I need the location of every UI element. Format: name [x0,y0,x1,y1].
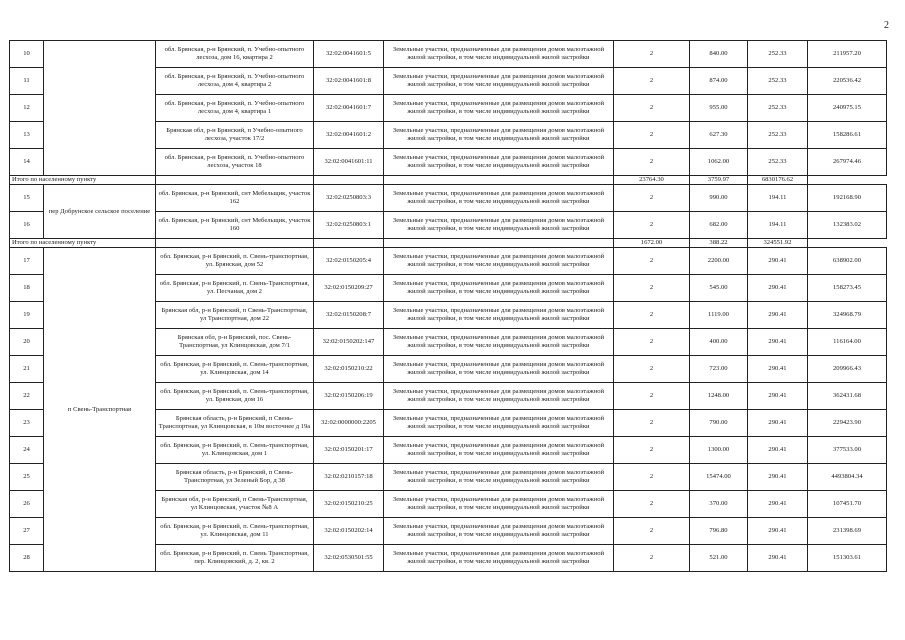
cadastral-number: 32:02:0530501:55 [314,545,384,572]
area-value: 682.00 [690,212,748,239]
group-number: 2 [614,149,690,176]
cadastral-number: 32:02:0150209:27 [314,275,384,302]
cadastral-number: 32:02:0041601:5 [314,41,384,68]
row-number: 15 [10,185,44,212]
subtotal-rate: 3759.97 [690,176,748,185]
address-cell: обл. Брянская, р-н Брянский, п. Учебно-опытного лесхоза, участок 18 [156,149,314,176]
specific-value: 290.41 [748,275,808,302]
cadastral-number: 32:02:0150202:14 [314,518,384,545]
group-number: 2 [614,464,690,491]
address-cell: обл. Брянская, р-н Брянский, п. Свень-транспортная, ул. Брянская, дом 52 [156,248,314,275]
settlement-name: пер Добрунское сельское поселение [44,185,156,239]
specific-value: 252.33 [748,41,808,68]
cadastral-value: 377533.00 [808,437,887,464]
area-value: 1062.00 [690,149,748,176]
table-row [10,248,887,275]
cadastral-value: 4493804.34 [808,464,887,491]
cadastral-value: 116164.00 [808,329,887,356]
cadastral-value: 362431.68 [808,383,887,410]
cadastral-number: 32:02:0250803:1 [314,212,384,239]
group-number: 2 [614,383,690,410]
specific-value: 290.41 [748,329,808,356]
cadastral-number: 32:02:0041601:8 [314,68,384,95]
specific-value: 290.41 [748,302,808,329]
area-value: 545.00 [690,275,748,302]
area-value: 723.00 [690,356,748,383]
cadastral-value: 240975.15 [808,95,887,122]
row-number: 19 [10,302,44,329]
land-use-type: Земельные участки, предназначенные для размещения домов малоэтажной жилой застройки, в том числе индивидуальной жилой застройки [384,212,614,239]
land-use-type: Земельные участки, предназначенные для размещения домов малоэтажной жилой застройки, в том числе индивидуальной жилой застройки [384,329,614,356]
cadastral-value: 209966.43 [808,356,887,383]
row-number: 25 [10,464,44,491]
cadastral-number: 32:02:0150202:147 [314,329,384,356]
specific-value: 194.11 [748,185,808,212]
area-value: 1300.00 [690,437,748,464]
subtotal-rate: 388.22 [690,239,748,248]
area-value: 400.00 [690,329,748,356]
specific-value: 252.33 [748,68,808,95]
group-number: 2 [614,212,690,239]
area-value: 1248.00 [690,383,748,410]
address-cell: обл. Брянская, р-н Брянский, п. Свень-транспортная, ул. Клинцовская, дом 1 [156,437,314,464]
land-use-type: Земельные участки, предназначенные для размещения домов малоэтажной жилой застройки, в том числе индивидуальной жилой застройки [384,302,614,329]
subtotal-cadastral-cell [156,239,314,248]
page-number: 2 [884,20,889,31]
land-use-type: Земельные участки, предназначенные для размещения домов малоэтажной жилой застройки, в том числе индивидуальной жилой застройки [384,437,614,464]
row-number: 12 [10,95,44,122]
address-cell: обл. Брянская, р-н Брянский, снт Мебельщик, участок 160 [156,212,314,239]
cadastral-number: 32:02:0041601:11 [314,149,384,176]
row-number: 28 [10,545,44,572]
cadastral-number: 32:02:0150210:25 [314,491,384,518]
address-cell: обл. Брянская, р-н Брянский, п. Учебно-опытного лесхоза, дом 16, квартира 2 [156,41,314,68]
address-cell: обл. Брянская, р-н Брянский, снт Мебельщик, участок 162 [156,185,314,212]
row-number: 21 [10,356,44,383]
land-use-type: Земельные участки, предназначенные для размещения домов малоэтажной жилой застройки, в том числе индивидуальной жилой застройки [384,545,614,572]
cadastral-value: 107451.70 [808,491,887,518]
row-number: 20 [10,329,44,356]
table-row [10,185,887,212]
subtotal-value: 324551.92 [748,239,808,248]
group-number: 2 [614,437,690,464]
address-cell: Брянская обл, р-н Брянский, п Учебно-опытного лесхоза, участок 17/2 [156,122,314,149]
specific-value: 290.41 [748,545,808,572]
land-use-type: Земельные участки, предназначенные для размещения домов малоэтажной жилой застройки, в том числе индивидуальной жилой застройки [384,122,614,149]
group-number: 2 [614,41,690,68]
area-value: 874.00 [690,68,748,95]
land-use-type: Земельные участки, предназначенные для размещения домов малоэтажной жилой застройки, в том числе индивидуальной жилой застройки [384,383,614,410]
subtotal-label: Итого по населенному пункту [10,239,156,248]
group-number: 2 [614,518,690,545]
area-value: 370.00 [690,491,748,518]
area-value: 2200.00 [690,248,748,275]
specific-value: 290.41 [748,518,808,545]
land-use-type: Земельные участки, предназначенные для размещения домов малоэтажной жилой застройки, в том числе индивидуальной жилой застройки [384,518,614,545]
specific-value: 252.33 [748,122,808,149]
group-number: 2 [614,329,690,356]
address-cell: Брянская обл, р-н Брянский, п Свень-Транспортная, ул Транспортная, дом 22 [156,302,314,329]
area-value: 627.30 [690,122,748,149]
row-number: 18 [10,275,44,302]
group-number: 2 [614,491,690,518]
group-number: 2 [614,302,690,329]
specific-value: 290.41 [748,356,808,383]
subtotal-group-cell [384,176,614,185]
subtotal-area: 23764.30 [614,176,690,185]
row-number: 24 [10,437,44,464]
cadastral-value: 267974.46 [808,149,887,176]
specific-value: 290.41 [748,464,808,491]
row-number: 23 [10,410,44,437]
area-value: 990.00 [690,185,748,212]
address-cell: Брянская область, р-н Брянский, п Свень-Транспортная, ул Зеленый Бор, д 38 [156,464,314,491]
address-cell: обл. Брянская, р-н Брянский, п. Свень-транспортная, ул. Клинцовская, дом 11 [156,518,314,545]
land-use-type: Земельные участки, предназначенные для размещения домов малоэтажной жилой застройки, в том числе индивидуальной жилой застройки [384,68,614,95]
address-cell: обл. Брянская, р-н Брянский, п. Свень-транспортная, ул. Клинцовская, дом 14 [156,356,314,383]
subtotal-row [10,176,887,185]
land-use-type: Земельные участки, предназначенные для размещения домов малоэтажной жилой застройки, в том числе индивидуальной жилой застройки [384,356,614,383]
cadastral-number: 32:02:0210157:18 [314,464,384,491]
cadastral-value: 151303.61 [808,545,887,572]
row-number: 26 [10,491,44,518]
address-cell: Брянская область, р-н Брянский, п Свень-Транспортная, ул Клинцовская, в 10м восточнее д 19а [156,410,314,437]
area-value: 796.80 [690,518,748,545]
subtotal-group-cell [384,239,614,248]
cadastral-value: 132383.02 [808,212,887,239]
land-valuation-table [9,40,887,572]
cadastral-value: 229423.90 [808,410,887,437]
row-number: 10 [10,41,44,68]
land-use-type: Земельные участки, предназначенные для размещения домов малоэтажной жилой застройки, в том числе индивидуальной жилой застройки [384,248,614,275]
settlement-name [44,41,156,176]
address-cell: обл. Брянская, р-н Брянский, п. Свень Транспортная, пер. Клинцовский, д. 2, кв. 2 [156,545,314,572]
table-row [10,41,887,68]
group-number: 2 [614,185,690,212]
cadastral-number: 32:02:0150206:19 [314,383,384,410]
group-number: 2 [614,68,690,95]
specific-value: 290.41 [748,437,808,464]
group-number: 2 [614,410,690,437]
address-cell: обл. Брянская, р-н Брянский, п. Учебно-опытного лесхоза, дом 4, квартира 1 [156,95,314,122]
land-use-type: Земельные участки, предназначенные для размещения домов малоэтажной жилой застройки, в том числе индивидуальной жилой застройки [384,491,614,518]
row-number: 17 [10,248,44,275]
land-use-type: Земельные участки, предназначенные для размещения домов малоэтажной жилой застройки, в том числе индивидуальной жилой застройки [384,464,614,491]
cadastral-value: 220536.42 [808,68,887,95]
row-number: 13 [10,122,44,149]
land-use-type: Земельные участки, предназначенные для размещения домов малоэтажной жилой застройки, в том числе индивидуальной жилой застройки [384,185,614,212]
specific-value: 252.33 [748,95,808,122]
subtotal-type-cell [314,176,384,185]
subtotal-label: Итого по населенному пункту [10,176,156,185]
cadastral-number: 32:02:0150205:4 [314,248,384,275]
land-use-type: Земельные участки, предназначенные для размещения домов малоэтажной жилой застройки, в том числе индивидуальной жилой застройки [384,410,614,437]
row-number: 16 [10,212,44,239]
cadastral-value: 638902.00 [808,248,887,275]
group-number: 2 [614,95,690,122]
area-value: 15474.00 [690,464,748,491]
row-number: 27 [10,518,44,545]
cadastral-value: 211957.20 [808,41,887,68]
cadastral-value: 158286.61 [808,122,887,149]
land-use-type: Земельные участки, предназначенные для размещения домов малоэтажной жилой застройки, в том числе индивидуальной жилой застройки [384,41,614,68]
cadastral-number: 32:02:0150210:22 [314,356,384,383]
address-cell: обл. Брянская, р-н Брянский, п. Свень-транспортная, ул. Брянская, дом 16 [156,383,314,410]
group-number: 2 [614,356,690,383]
area-value: 955.00 [690,95,748,122]
cadastral-value: 158273.45 [808,275,887,302]
subtotal-area: 1672.00 [614,239,690,248]
subtotal-type-cell [314,239,384,248]
cadastral-number: 32:02:0000000:2205 [314,410,384,437]
row-number: 14 [10,149,44,176]
specific-value: 290.41 [748,491,808,518]
cadastral-value: 324968.79 [808,302,887,329]
area-value: 521.00 [690,545,748,572]
cadastral-value: 192168.90 [808,185,887,212]
area-value: 790.00 [690,410,748,437]
specific-value: 290.41 [748,248,808,275]
address-cell: обл. Брянская, р-н Брянский, п. Учебно-опытного лесхоза, дом 4, квартира 2 [156,68,314,95]
specific-value: 290.41 [748,383,808,410]
group-number: 2 [614,275,690,302]
land-use-type: Земельные участки, предназначенные для размещения домов малоэтажной жилой застройки, в том числе индивидуальной жилой застройки [384,95,614,122]
subtotal-row [10,239,887,248]
row-number: 11 [10,68,44,95]
cadastral-number: 32:02:0041601:7 [314,95,384,122]
cadastral-number: 32:02:0150208:7 [314,302,384,329]
address-cell: Брянская обл, р-н Брянский, п Свень-Транспортная, ул Клинцовская, участок №8 А [156,491,314,518]
address-cell: Брянская обл, р-н Брянский, пос. Свень-Транспортная, ул Клинцовская, дом 7/1 [156,329,314,356]
row-number: 22 [10,383,44,410]
group-number: 2 [614,545,690,572]
address-cell: обл. Брянская, р-н Брянский, п. Свень-Транспортная, ул. Песчаная, дом 2 [156,275,314,302]
area-value: 840.00 [690,41,748,68]
cadastral-number: 32:02:0250803:3 [314,185,384,212]
subtotal-cadastral-cell [156,176,314,185]
cadastral-number: 32:02:0041601:2 [314,122,384,149]
group-number: 2 [614,248,690,275]
settlement-name: п Свень-Транспортная [44,248,156,572]
subtotal-value: 6830176.62 [748,176,808,185]
specific-value: 290.41 [748,410,808,437]
area-value: 1119.00 [690,302,748,329]
cadastral-number: 32:02:0150201:17 [314,437,384,464]
cadastral-value: 231398.69 [808,518,887,545]
group-number: 2 [614,122,690,149]
specific-value: 252.33 [748,149,808,176]
specific-value: 194.11 [748,212,808,239]
land-use-type: Земельные участки, предназначенные для размещения домов малоэтажной жилой застройки, в том числе индивидуальной жилой застройки [384,149,614,176]
land-use-type: Земельные участки, предназначенные для размещения домов малоэтажной жилой застройки, в том числе индивидуальной жилой застройки [384,275,614,302]
